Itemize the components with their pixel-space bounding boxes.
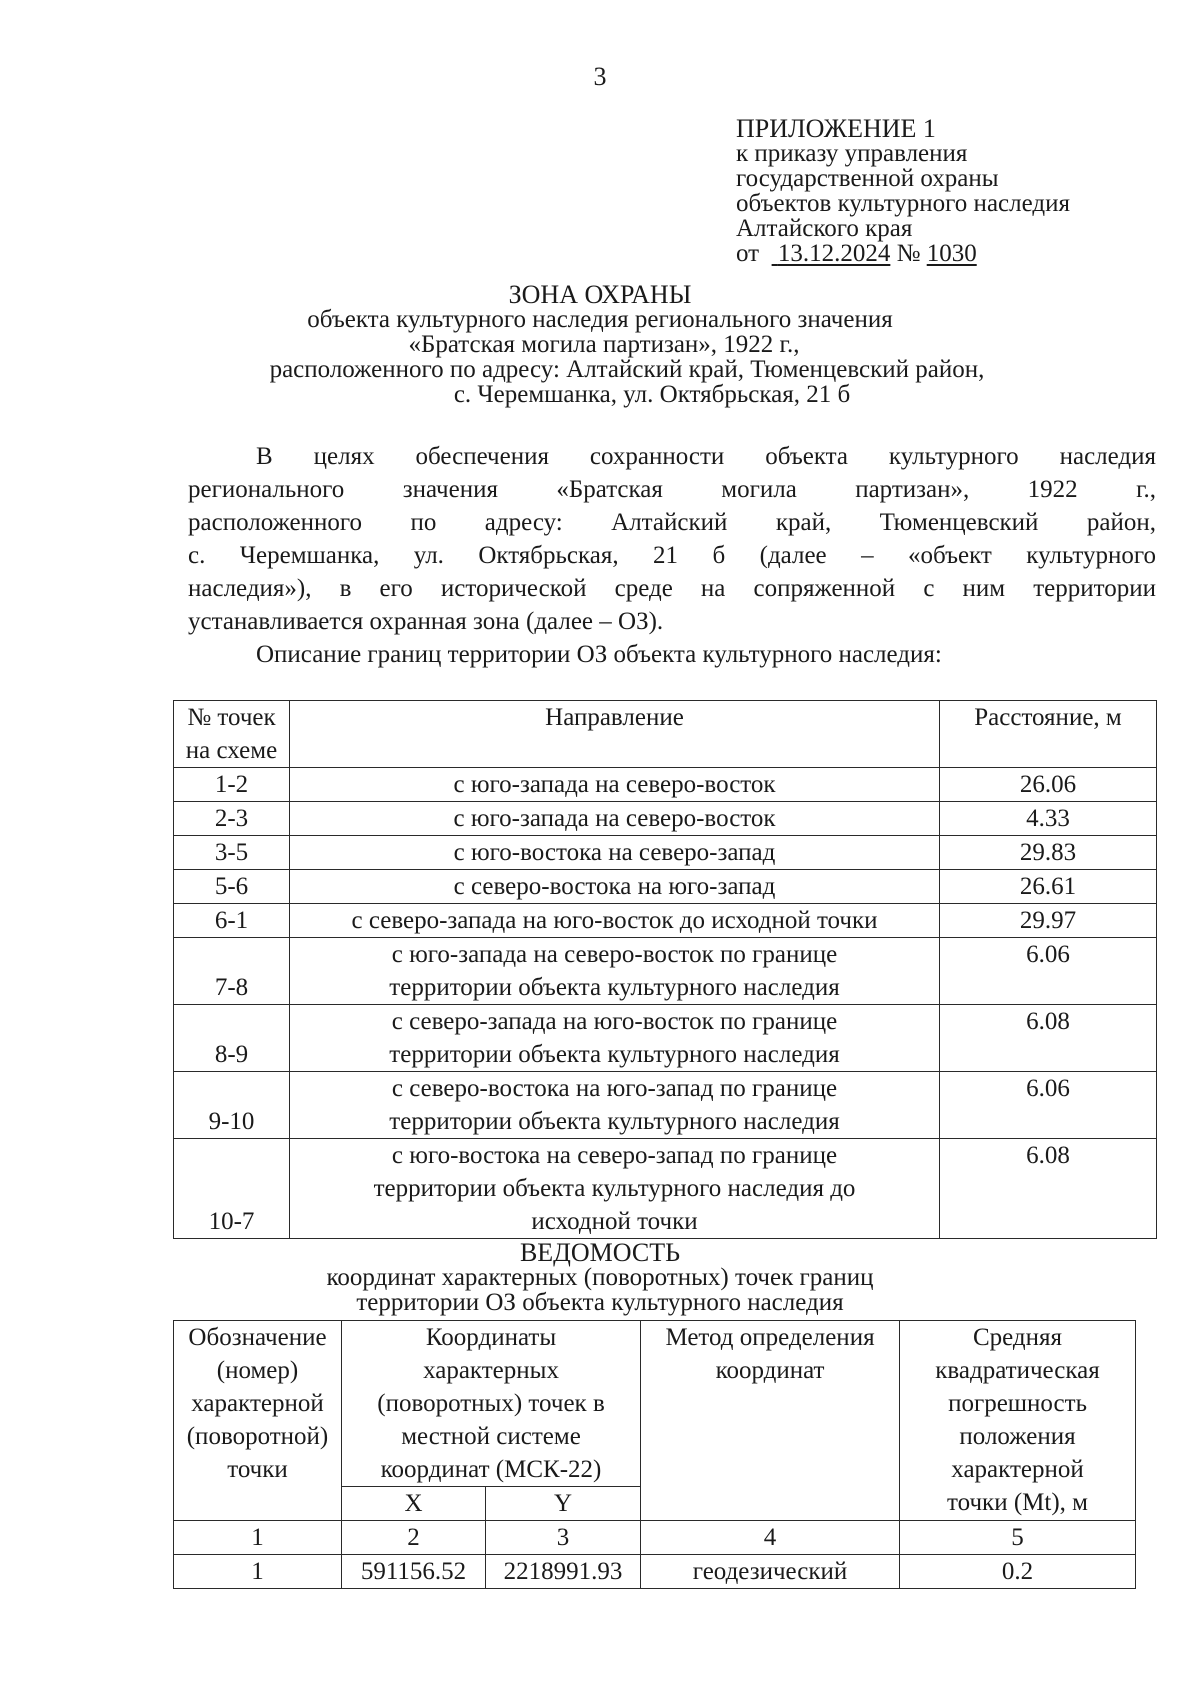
header-line: (поворотных) точек в	[377, 1390, 605, 1417]
row-points: 1-2	[174, 768, 290, 802]
table-row	[174, 802, 1157, 836]
cell-x: 591156.52	[342, 1555, 486, 1589]
row-distance: 29.83	[940, 836, 1157, 870]
appendix-header	[736, 116, 1070, 266]
direction-line: территории объекта культурного наследия	[389, 974, 840, 1001]
row-distance: 4.33	[940, 802, 1157, 836]
column-number: 1	[174, 1521, 342, 1555]
header-error	[900, 1321, 1136, 1521]
header-line: местной системе	[401, 1423, 581, 1450]
header-line: Обозначение	[188, 1324, 327, 1351]
column-number: 4	[641, 1521, 900, 1555]
column-number: 5	[900, 1521, 1136, 1555]
vedomost-subtitle-line: территории ОЗ объекта культурного наследия	[356, 1289, 844, 1316]
table-row	[174, 870, 1157, 904]
appendix-line: к приказу управления	[736, 140, 968, 167]
header-line: Метод определения	[665, 1324, 875, 1351]
header-line: характерной	[191, 1390, 324, 1417]
direction-line: с юго-запада на северо-восток по границе	[391, 941, 838, 968]
header-line: (поворотной)	[186, 1423, 329, 1450]
direction-line: с северо-востока на юго-запад по границе	[391, 1075, 838, 1102]
row-direction: с юго-запада на северо-восток	[290, 802, 940, 836]
zone-subtitle-line: расположенного по адресу: Алтайский край, Тюменцевский район,	[269, 356, 985, 383]
table-row	[174, 768, 1157, 802]
vedomost-subtitle-line: координат характерных (поворотных) точек границ	[326, 1264, 874, 1291]
table-header-row	[174, 1321, 1136, 1487]
row-distance: 26.61	[940, 870, 1157, 904]
row-direction: с юго-запада на северо-восток	[290, 768, 940, 802]
boundary-intro: Описание границ территории ОЗ объекта культурного наследия:	[256, 641, 942, 668]
header-designation	[174, 1321, 342, 1521]
header-y: Y	[486, 1487, 641, 1521]
table-row	[174, 1139, 1157, 1239]
row-points: 8-9	[174, 1005, 290, 1072]
row-direction: с северо-запада на юго-восток до исходной точки	[290, 904, 940, 938]
zone-title: ЗОНА ОХРАНЫ	[508, 280, 692, 309]
appendix-line: Алтайского края	[736, 215, 913, 242]
cell-method: геодезический	[641, 1555, 900, 1589]
direction-line: территории объекта культурного наследия	[389, 1108, 840, 1135]
row-points: 3-5	[174, 836, 290, 870]
vedomost-title: ВЕДОМОСТЬ	[519, 1238, 681, 1267]
number-sign: №	[896, 240, 921, 267]
date-prefix: от	[736, 240, 760, 267]
header-direction: Направление	[290, 701, 940, 768]
paragraph-line: В целях обеспечения сохранности объекта культурного наследия	[256, 443, 1156, 470]
header-points-line: № точек	[187, 704, 276, 731]
header-x: X	[342, 1487, 486, 1521]
header-points	[174, 701, 290, 768]
appendix-title: ПРИЛОЖЕНИЕ 1	[736, 114, 936, 143]
table-row	[174, 1072, 1157, 1139]
coordinates-table	[173, 1320, 1136, 1589]
header-line: характерной	[951, 1456, 1084, 1483]
zone-heading	[0, 282, 1200, 407]
zone-subtitle-line: с. Черемшанка, ул. Октябрьская, 21 б	[453, 381, 851, 408]
zone-subtitle-line: объекта культурного наследия регионального значения	[307, 306, 893, 333]
row-distance: 6.06	[940, 938, 1157, 1005]
row-distance: 6.08	[940, 1139, 1157, 1239]
row-points: 10-7	[174, 1139, 290, 1239]
appendix-line: государственной охраны	[736, 165, 999, 192]
paragraph-line: расположенного по адресу: Алтайский край, Тюменцевский район,	[188, 509, 1156, 536]
row-direction	[290, 1139, 940, 1239]
zone-subtitle-line: «Братская могила партизан», 1922 г.,	[408, 331, 800, 358]
header-line: Средняя	[972, 1324, 1063, 1351]
header-line: Координаты	[425, 1324, 557, 1351]
row-direction	[290, 1072, 940, 1139]
table-row	[174, 1005, 1157, 1072]
header-distance: Расстояние, м	[940, 701, 1157, 768]
header-line: точки (Mt), м	[947, 1489, 1088, 1516]
order-date	[772, 240, 891, 267]
header-coordinates	[342, 1321, 641, 1487]
table-row	[174, 836, 1157, 870]
appendix-line: объектов культурного наследия	[736, 190, 1070, 217]
direction-line: с юго-востока на северо-запад по границе	[391, 1142, 838, 1169]
header-line: погрешность	[948, 1390, 1087, 1417]
row-distance: 6.08	[940, 1005, 1157, 1072]
body-paragraph	[188, 440, 1156, 671]
paragraph-line: устанавливается охранная зона (далее – ОЗ).	[188, 608, 664, 635]
header-line: характерных	[423, 1357, 559, 1384]
direction-line: территории объекта культурного наследия до	[373, 1175, 856, 1202]
paragraph-line: регионального значения «Братская могила партизан», 1922 г.,	[188, 476, 1156, 503]
cell-point: 1	[174, 1555, 342, 1589]
cell-y: 2218991.93	[486, 1555, 641, 1589]
table-row	[174, 1555, 1136, 1589]
direction-line: с северо-запада на юго-восток по границе	[391, 1008, 838, 1035]
row-direction	[290, 1005, 940, 1072]
row-points: 2-3	[174, 802, 290, 836]
row-direction	[290, 938, 940, 1005]
cell-error: 0.2	[900, 1555, 1136, 1589]
header-method	[641, 1321, 900, 1521]
row-direction: с юго-востока на северо-запад	[290, 836, 940, 870]
table-header-row	[174, 701, 1157, 768]
boundary-table	[173, 700, 1157, 1239]
row-points: 7-8	[174, 938, 290, 1005]
order-date-value: 13.12.2024	[777, 240, 891, 267]
row-points: 9-10	[174, 1072, 290, 1139]
table-row	[174, 904, 1157, 938]
header-line: положения	[959, 1423, 1076, 1450]
direction-line: территории объекта культурного наследия	[389, 1041, 840, 1068]
direction-line: исходной точки	[531, 1208, 698, 1235]
table-row	[174, 938, 1157, 1005]
appendix-date-line	[736, 241, 1070, 266]
row-distance: 29.97	[940, 904, 1157, 938]
header-points-line: на схеме	[185, 737, 278, 764]
header-line: координат	[715, 1357, 825, 1384]
row-points: 6-1	[174, 904, 290, 938]
order-number: 1030	[926, 240, 977, 267]
header-line: квадратическая	[935, 1357, 1100, 1384]
column-number-row	[174, 1521, 1136, 1555]
paragraph-line: наследия»), в его исторической среде на сопряженной с ним территории	[188, 575, 1156, 602]
row-direction: с северо-востока на юго-запад	[290, 870, 940, 904]
header-line: точки	[227, 1456, 288, 1483]
header-line: координат (МСК-22)	[380, 1456, 602, 1483]
row-distance: 26.06	[940, 768, 1157, 802]
vedomost-heading	[0, 1240, 1200, 1315]
row-distance: 6.06	[940, 1072, 1157, 1139]
page-number: 3	[593, 62, 607, 91]
paragraph-line: с. Черемшанка, ул. Октябрьская, 21 б (далее – «объект культурного	[188, 542, 1156, 569]
row-points: 5-6	[174, 870, 290, 904]
column-number: 2	[342, 1521, 486, 1555]
column-number: 3	[486, 1521, 641, 1555]
header-line: (номер)	[216, 1357, 299, 1384]
